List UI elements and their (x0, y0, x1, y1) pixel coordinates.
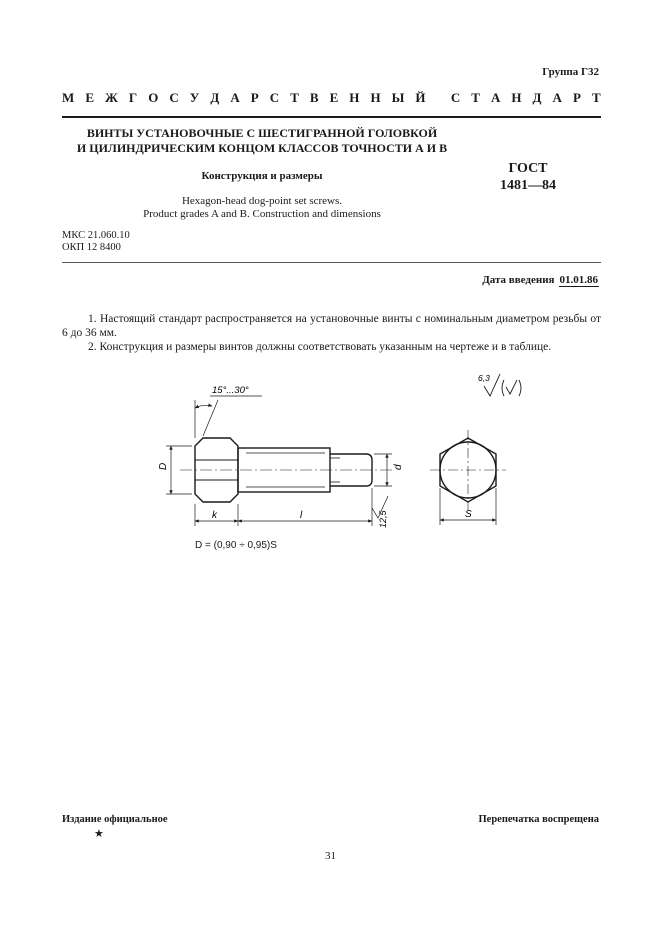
interstate-letter: Й (415, 90, 426, 105)
interstate-letter: Д (532, 90, 542, 105)
dimension-k-l (195, 488, 372, 526)
dimension-D-label: D (158, 462, 169, 470)
interstate-letter: А (230, 90, 240, 105)
top-divider (62, 116, 601, 118)
interstate-letter: Е (85, 90, 94, 105)
interstate-letter: Т (591, 90, 601, 105)
dimension-k-label: k (212, 510, 217, 521)
interstate-letter: С (269, 90, 280, 105)
introduction-date (482, 274, 599, 286)
head-diameter-formula: D = (0,90 ÷ 0,95)S (195, 540, 277, 551)
title-line-2: И ЦИЛИНДРИЧЕСКИМ КОНЦОМ КЛАССОВ ТОЧНОСТИ А И В (76, 141, 448, 155)
english-title-line-1: Hexagon-head dog-point set screws. (181, 195, 343, 207)
interstate-letter: Ы (391, 90, 405, 105)
dimension-l-label: l (300, 510, 303, 521)
paragraph-1: 1. Настоящий стандарт распространяется на установочные винты с номинальным диаметром резьбы от 6 до 36 мм. (62, 313, 601, 339)
introduction-date-value: 01.01.86 (559, 274, 598, 286)
dimension-d-label: d (393, 464, 404, 470)
interstate-letter: Н (349, 90, 360, 105)
interstate-letter: Г (128, 90, 138, 105)
interstate-letter: Т (290, 90, 299, 105)
interstate-letter: С (450, 90, 461, 105)
interstate-letter: С (169, 90, 179, 105)
interstate-letter: У (189, 90, 200, 105)
chamfer-angle-annotation (195, 396, 262, 438)
middle-divider (62, 262, 601, 263)
dimension-S-label: S (465, 509, 472, 520)
general-roughness-label: 6,3 (478, 373, 490, 383)
english-title (62, 195, 462, 221)
interstate-letter: А (490, 90, 501, 105)
interstate-letter: В (309, 90, 319, 105)
paragraph-2: 2. Конструкция и размеры винтов должны соответствовать указанным на чертеже и в таблице. (88, 341, 552, 353)
interstate-letter: Р (572, 90, 581, 105)
page-number: 31 (325, 850, 336, 862)
standard-name: ГОСТ (508, 161, 548, 176)
star-mark: ★ (94, 828, 104, 840)
title-line-1: ВИНТЫ УСТАНОВОЧНЫЕ С ШЕСТИГРАННОЙ ГОЛОВКОЙ (86, 126, 438, 140)
standard-number: 1481—84 (500, 178, 556, 193)
official-edition-note: Издание официальное (62, 814, 168, 825)
screw-drawing (0, 360, 661, 540)
interstate-letter: Н (511, 90, 522, 105)
document-title (62, 126, 462, 156)
interstate-letter: М (62, 90, 75, 105)
interstate-letter: Т (471, 90, 480, 105)
standard-designation (478, 160, 578, 194)
interstate-letter: Ж (105, 90, 118, 105)
mks-code: МКС 21.060.10 (62, 230, 130, 241)
interstate-letter: Р (250, 90, 259, 105)
reprint-prohibited-note: Перепечатка воспрещена (478, 814, 599, 825)
interstate-letter (437, 90, 440, 106)
face-roughness-label: 12,5 (378, 510, 388, 528)
introduction-date-label: Дата введения (482, 274, 555, 286)
interstate-letter: О (148, 90, 159, 105)
classification-codes (62, 230, 130, 254)
okp-code: ОКП 12 8400 (62, 242, 121, 253)
group-code: Группа Г32 (542, 66, 599, 78)
interstate-letter: А (552, 90, 562, 105)
interstate-letter: Н (370, 90, 381, 105)
interstate-letter: Д (210, 90, 220, 105)
interstate-standard-heading (62, 90, 601, 106)
interstate-letter: Е (329, 90, 339, 105)
english-title-line-2: Product grades A and B. Construction and dimensions (143, 208, 381, 220)
document-subtitle: Конструкция и размеры (201, 170, 323, 182)
chamfer-angle-label: 15°...30° (212, 385, 249, 396)
